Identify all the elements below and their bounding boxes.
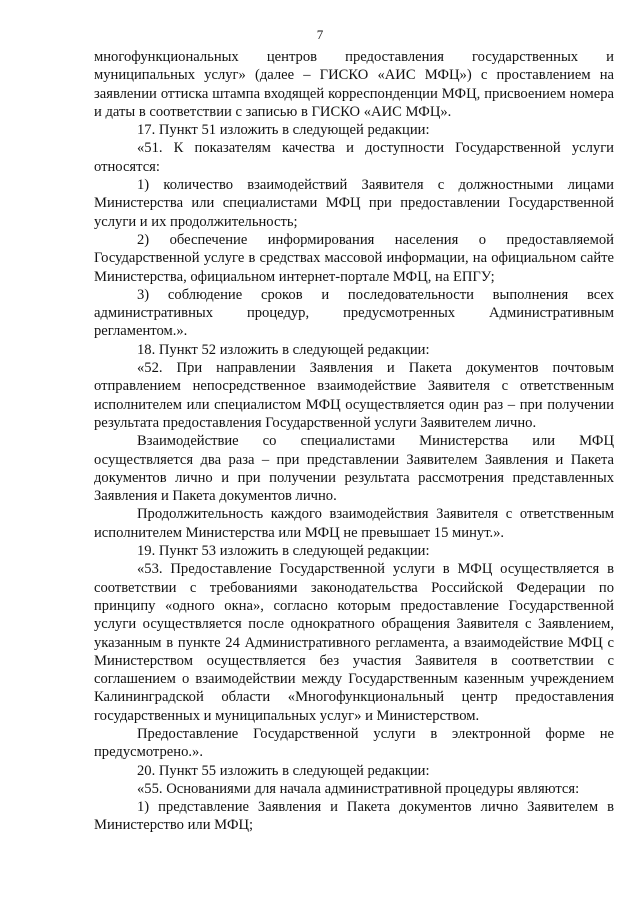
paragraph-clause-51: «51. К показателям качества и доступности Государственной услуги относятся: [94,140,614,175]
paragraph-item-17: 17. Пункт 51 изложить в следующей редакции: [137,122,430,139]
paragraph-clause-52-interaction: Взаимодействие со специалистами Министерства или МФЦ осуществляется два раза – при представлении Заявителем Заявления и Пакета документов лично и при получении результата рассмотрения представленных Заявления и Пакета документов лично. [94,433,614,505]
paragraph-clause-52-duration: Продолжительность каждого взаимодействия Заявителя с ответственным исполнителем Министерства или МФЦ не превышает 15 минут.». [94,506,614,541]
paragraph-continuation: многофункциональных центров предоставления государственных и муниципальных услуг» (далее – ГИСКО «АИС МФЦ») с проставлением на заявлении оттиска штампа входящей корреспонденции МФЦ, присвоением номера и даты в соответствии с записью в ГИСКО «АИС МФЦ». [94,49,614,120]
paragraph-clause-51-item-2: 2) обеспечение информирования населения о предоставляемой Государственной услуге в средствах массовой информации, на официальном сайте Министерства, официальном интернет-портале МФЦ, на ЕПГУ; [94,231,614,285]
document-body [94,48,614,835]
paragraph-clause-55: «55. Основаниями для начала административной процедуры являются: [137,780,580,797]
paragraph-clause-53-electronic: Предоставление Государственной услуги в электронной форме не предусмотрено.». [94,725,614,761]
paragraph-clause-52: «52. При направлении Заявления и Пакета документов почтовым отправлением непосредственное взаимодействие Заявителя с ответственным исполнителем или специалистом МФЦ осуществляется один раз – при получении результата предоставления Государственной услуги Заявителем лично. [94,360,614,431]
paragraph-clause-51-item-3: 3) соблюдение сроков и последовательности выполнения всех административных процедур, предусмотренных Административным регламентом.». [94,286,614,340]
paragraph-clause-53: «53. Предоставление Государственной услуги в МФЦ осуществляется в соответствии с требованиями законодательства Российской Федерации по принципу «одного окна», согласно которым предоставление Государственной услуги осуществляется после однократного обращения Заявителя с Заявлением, указанным в пункте 24 Административного регламента, а взаимодействие МФЦ с Министерством осуществляется без участия Заявителя в соответствии с соглашением о взаимодействии между Государственным казенным учреждением Калининградской области «Многофункциональный центр предоставления государственных и муниципальных услуг» и Министерством. [94,561,614,724]
paragraph-clause-55-item-1: 1) представление Заявления и Пакета документов лично Заявителем в Министерство или МФЦ; [94,799,614,834]
paragraph-item-18: 18. Пункт 52 изложить в следующей редакции: [137,341,430,358]
paragraph-clause-51-item-1: 1) количество взаимодействий Заявителя с должностными лицами Министерства или специалистами МФЦ при предоставлении Государственной услуги и их продолжительность; [94,177,614,230]
page-number: 7 [316,27,324,42]
paragraph-item-19: 19. Пункт 53 изложить в следующей редакции: [137,543,430,560]
paragraph-item-20: 20. Пункт 55 изложить в следующей редакции: [137,762,430,779]
